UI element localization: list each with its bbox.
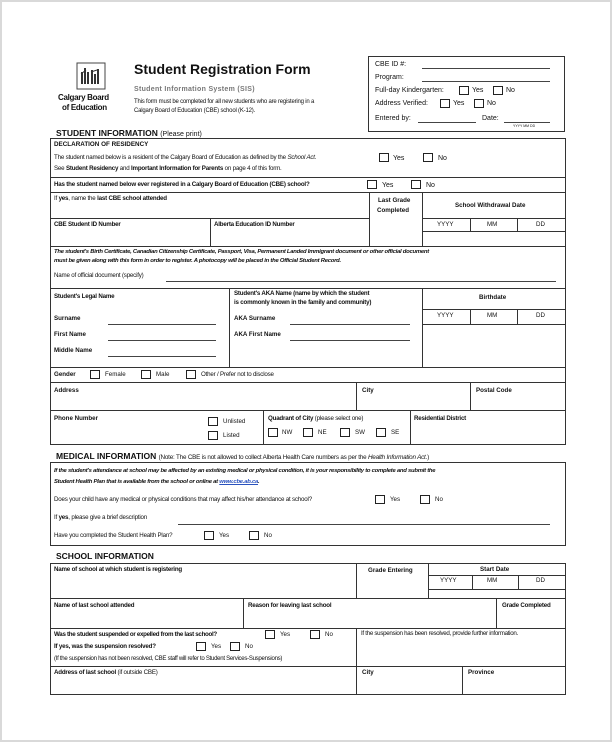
residency-no-label: No	[438, 155, 447, 162]
form-description-2: Calgary Board of Education (CBE) school (K-12).	[134, 108, 255, 114]
fdk-no-checkbox[interactable]	[493, 86, 503, 95]
aka-first-name-field[interactable]	[290, 340, 410, 341]
divider	[50, 666, 566, 667]
health-plan-no-label: No	[264, 532, 272, 539]
divider	[356, 563, 357, 598]
health-plan-no-checkbox[interactable]	[249, 531, 259, 540]
school-registering-label: Name of school at which student is registering	[54, 566, 182, 573]
grade-completed-label: Grade Completed	[502, 602, 551, 609]
quadrant-se-label: SE	[391, 429, 400, 436]
alberta-ed-id-label: Alberta Education ID Number	[214, 221, 295, 228]
divider	[428, 589, 566, 590]
gender-female-label: Female	[105, 371, 126, 378]
divider	[50, 367, 566, 368]
divider	[50, 192, 566, 193]
surname-label: Surname	[54, 315, 81, 322]
divider	[229, 288, 230, 367]
period: .	[258, 479, 260, 485]
registered-yes-label: Yes	[382, 182, 394, 189]
resolved-yes-label: Yes	[211, 643, 222, 650]
program-label: Program:	[375, 74, 404, 81]
divider	[50, 288, 566, 289]
last-cbe-school-text: last CBE school attended	[97, 195, 167, 202]
last-school-province-label: Province	[468, 669, 495, 676]
start-mm: MM	[487, 577, 498, 584]
form-description-1: This form must be completed for all new students who are registering in a	[134, 99, 315, 105]
last-grade-label-2: Completed	[377, 207, 409, 214]
aka-first-name-label: AKA First Name	[234, 331, 281, 338]
program-field[interactable]	[422, 81, 550, 82]
quadrant-ne-label: NE	[318, 429, 327, 436]
residency-statement-text: The student named below is a resident of the Calgary Board of Education as defined by the	[54, 154, 288, 161]
divider	[422, 288, 423, 367]
important-info-ref: Important Information for Parents	[131, 165, 224, 172]
aka-label-2: is commonly known in the family and community)	[234, 299, 372, 306]
divider	[470, 218, 471, 231]
date-format-hint: YYYY MM DD	[513, 124, 536, 128]
resolved-question: If yes, was the suspension resolved?	[54, 643, 156, 650]
quadrant-sw-label: SW	[355, 429, 365, 436]
first-name-field[interactable]	[108, 340, 216, 341]
registered-yes-checkbox[interactable]	[367, 180, 377, 189]
entered-by-field[interactable]	[418, 122, 476, 123]
cbe-id-field[interactable]	[422, 68, 550, 69]
page-4-text: on page 4 of this form.	[223, 165, 282, 172]
city-label: City	[362, 387, 374, 394]
divider	[462, 666, 463, 695]
residency-yes-label: Yes	[393, 155, 405, 162]
gender-male-label: Male	[156, 371, 170, 378]
medical-responsibility-2	[54, 479, 259, 485]
residential-district-label: Residential District	[414, 415, 467, 422]
aka-surname-field[interactable]	[290, 324, 410, 325]
residency-no-checkbox[interactable]	[423, 153, 433, 162]
quadrant-nw-checkbox[interactable]	[268, 428, 278, 437]
birthdate-label: Birthdate	[479, 294, 507, 301]
quadrant-se-checkbox[interactable]	[376, 428, 386, 437]
withdrawal-dd: DD	[536, 221, 545, 228]
address-verified-no-label: No	[487, 100, 496, 107]
divider	[410, 410, 411, 445]
school-act-ref: School Act.	[287, 154, 317, 161]
fdk-no-label: No	[506, 87, 515, 94]
birthdate-dd: DD	[536, 312, 545, 319]
aka-label-1: Student's AKA Name (name by which the student	[234, 290, 370, 297]
resolved-no-label: No	[245, 643, 253, 650]
divider	[263, 410, 264, 445]
medical-info-heading	[56, 451, 429, 461]
medical-heading-text: MEDICAL INFORMATION	[56, 451, 157, 461]
address-verified-label: Address Verified:	[375, 100, 428, 107]
divider	[422, 218, 566, 219]
cbe-student-id-label: CBE Student ID Number	[54, 221, 121, 228]
cbe-id-label: CBE ID #:	[375, 61, 407, 68]
student-info-heading-text: STUDENT INFORMATION	[56, 128, 158, 138]
health-plan-question: Have you completed the Student Health Plan?	[54, 532, 173, 539]
entered-by-label: Entered by:	[375, 115, 411, 122]
divider	[518, 575, 519, 589]
logo-line-1: Calgary Board	[58, 93, 109, 102]
logo-line-2: of Education	[62, 103, 107, 112]
postal-code-label: Postal Code	[476, 387, 512, 394]
official-document-label: Name of official document (specify)	[54, 272, 144, 279]
divider	[369, 192, 370, 246]
divider	[356, 382, 357, 410]
suspended-yes-checkbox[interactable]	[265, 630, 275, 639]
phone-listed-label: Listed	[223, 432, 240, 439]
note-text: (Note: The CBE is not allowed to collect Alberta Health Care numbers as per the	[158, 454, 368, 461]
residency-statement	[54, 155, 316, 162]
withdrawal-yyyy: YYYY	[437, 221, 454, 228]
address-verified-yes-label: Yes	[453, 100, 465, 107]
divider	[50, 410, 566, 411]
brief-description-field[interactable]	[178, 524, 550, 525]
gender-male-checkbox[interactable]	[141, 370, 151, 379]
divider	[517, 218, 518, 231]
quadrant-ne-checkbox[interactable]	[303, 428, 313, 437]
divider	[422, 324, 566, 325]
phone-listed-checkbox[interactable]	[208, 431, 218, 440]
divider	[356, 628, 357, 666]
divider	[422, 231, 566, 232]
page-title: Student Registration Form	[134, 61, 311, 77]
phone-unlisted-label: Unlisted	[223, 418, 246, 425]
divider	[470, 382, 471, 410]
divider	[243, 598, 244, 628]
suspended-question: Was the student suspended or expelled from the last school?	[54, 631, 217, 638]
health-act-ref: Health Information Act.	[367, 454, 428, 461]
date-label: Date:	[482, 115, 499, 122]
student-info-heading-note: (Please print)	[160, 131, 202, 138]
legal-name-label: Student's Legal Name	[54, 293, 115, 300]
health-plan-yes-checkbox[interactable]	[204, 531, 214, 540]
documents-note-2: must be given along with this form in order to register. A photocopy will be placed in the Official Student Record.	[54, 258, 341, 264]
documents-note-1: The student's Birth Certificate, Canadian Citizenship Certificate, Passport, Visa, Permanent Landed Immigrant document or other official document	[54, 249, 429, 255]
health-plan-text: Student Health Plan that is available from the school or online at	[54, 479, 220, 485]
school-info-heading: SCHOOL INFORMATION	[56, 551, 154, 561]
address-verified-no-checkbox[interactable]	[474, 99, 484, 108]
birthdate-mm: MM	[487, 312, 498, 319]
registered-question: Has the student named below ever registered in a Calgary Board of Education (CBE) school?	[54, 181, 310, 188]
start-dd: DD	[536, 577, 545, 584]
reason-leaving-label: Reason for leaving last school	[248, 602, 332, 609]
see-text: See	[54, 165, 66, 172]
quadrant-nw-label: NW	[282, 429, 293, 436]
quadrant-label-text: Quadrant of City	[268, 415, 314, 422]
resolved-yes-checkbox[interactable]	[196, 642, 206, 651]
last-school-address-label	[54, 670, 158, 677]
fdk-label: Full-day Kindergarten:	[375, 87, 444, 94]
medical-condition-question: Does your child have any medical or physical conditions that may affect his/her attendance at school?	[54, 496, 312, 503]
address-verified-yes-checkbox[interactable]	[440, 99, 450, 108]
start-date-label: Start Date	[480, 566, 510, 573]
residency-see-note	[54, 166, 282, 173]
fdk-yes-checkbox[interactable]	[459, 86, 469, 95]
start-yyyy: YYYY	[440, 577, 457, 584]
divider	[50, 382, 566, 383]
name-the-text: , name the	[68, 195, 98, 202]
divider	[517, 309, 518, 324]
resolved-no-checkbox[interactable]	[230, 642, 240, 651]
surname-field[interactable]	[108, 324, 216, 325]
health-plan-yes-label: Yes	[219, 532, 230, 539]
if-text: If	[54, 195, 59, 202]
gender-label: Gender	[54, 371, 76, 378]
middle-name-field[interactable]	[108, 356, 216, 357]
divider	[428, 563, 429, 598]
divider	[50, 598, 566, 599]
first-name-label: First Name	[54, 331, 86, 338]
medical-yes-label: Yes	[390, 496, 401, 503]
official-document-field[interactable]	[166, 281, 556, 282]
brief-description-label	[54, 515, 147, 522]
cbe-logo	[56, 60, 126, 120]
withdrawal-date-label: School Withdrawal Date	[455, 202, 526, 209]
address-text: Address of last school	[54, 669, 116, 676]
divider	[470, 309, 471, 324]
medical-no-checkbox[interactable]	[420, 495, 430, 504]
gender-other-checkbox[interactable]	[186, 370, 196, 379]
quadrant-label	[268, 416, 363, 423]
medical-no-label: No	[435, 496, 443, 503]
divider	[472, 575, 473, 589]
and-text: and	[118, 165, 132, 172]
page-subtitle: Student Information System (SIS)	[134, 86, 255, 93]
divider	[496, 598, 497, 628]
divider	[210, 218, 211, 246]
description-text: , please give a brief description	[68, 514, 147, 521]
address-label: Address	[54, 387, 79, 394]
if-text: If	[54, 514, 59, 521]
divider	[356, 666, 357, 695]
cbe-website-link[interactable]: www.cbe.ab.ca	[219, 479, 259, 485]
medical-yes-checkbox[interactable]	[375, 495, 385, 504]
suspended-no-label: No	[325, 631, 333, 638]
note-close: )	[427, 454, 430, 461]
outside-cbe-text: (if outside CBE)	[115, 669, 158, 676]
residency-heading: DECLARATION OF RESIDENCY	[54, 141, 149, 148]
divider	[422, 309, 566, 310]
medical-heading-note	[159, 454, 429, 461]
last-school-city-label: City	[362, 669, 374, 676]
aka-surname-label: AKA Surname	[234, 315, 276, 322]
quadrant-select-note: (please select one)	[313, 415, 364, 422]
last-school-label	[54, 196, 167, 203]
logo-mark-icon	[76, 62, 106, 90]
last-school-attended-label: Name of last school attended	[54, 602, 135, 609]
suspended-no-checkbox[interactable]	[310, 630, 320, 639]
divider	[50, 246, 566, 247]
last-grade-label-1: Last Grade	[378, 197, 411, 204]
office-date-field[interactable]	[504, 122, 550, 123]
not-resolved-note: (If the suspension has not been resolved, CBE staff will refer to Student Services-Suspensions)	[54, 655, 283, 662]
divider	[422, 192, 423, 246]
student-info-heading	[56, 128, 202, 138]
yes-text: yes	[58, 195, 69, 202]
residency-yes-checkbox[interactable]	[379, 153, 389, 162]
divider	[428, 575, 566, 576]
gender-female-checkbox[interactable]	[90, 370, 100, 379]
gender-other-label: Other / Prefer not to disclose	[201, 371, 274, 378]
student-residency-ref: Student Residency	[65, 165, 119, 172]
medical-responsibility-1: If the student's attendance at school may be affected by an existing medical or physical condition, it is your responsibility to complete and submit the	[54, 468, 436, 474]
quadrant-sw-checkbox[interactable]	[340, 428, 350, 437]
birthdate-yyyy: YYYY	[437, 312, 454, 319]
registered-no-label: No	[426, 182, 435, 189]
grade-entering-label: Grade Entering	[368, 567, 413, 574]
yes-text: yes	[58, 514, 69, 521]
fdk-yes-label: Yes	[472, 87, 484, 94]
divider	[50, 177, 566, 178]
suspended-yes-label: Yes	[280, 631, 291, 638]
phone-label: Phone Number	[54, 415, 99, 422]
phone-unlisted-checkbox[interactable]	[208, 417, 218, 426]
divider	[50, 628, 566, 629]
middle-name-label: Middle Name	[54, 347, 93, 354]
resolved-info-note: If the suspension has been resolved, provide further information.	[361, 630, 518, 637]
registered-no-checkbox[interactable]	[411, 180, 421, 189]
withdrawal-mm: MM	[487, 221, 498, 228]
